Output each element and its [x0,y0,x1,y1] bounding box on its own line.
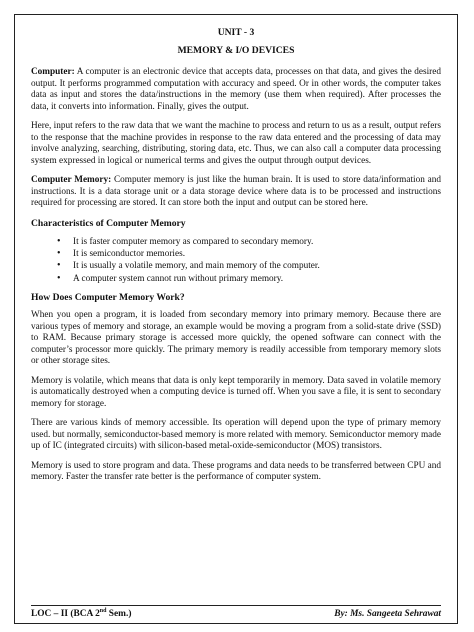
footer-course-prefix: LOC – II (BCA 2 [31,609,100,619]
computer-memory-text: Computer memory is just like the human brain. It is used to store data/information and instructions. It is a data storage unit or a data storage device where data is to be processed and instructions required for processing are stored. It can store both the input and output can be stored here. [31,175,441,208]
how-works-paragraph-3: There are various kinds of memory accessible. Its operation will depend upon the type of primary memory used. but normally, semiconductor-based memory is more related with memory. Semiconductor memory made up of IC (integrated circuits) with silicon-based metal-oxide-semiconductor (MOS) transistors. [31,418,441,452]
computer-lead: Computer: [31,67,75,77]
computer-definition [31,67,441,113]
footer-course [31,609,131,619]
computer-text: A computer is an electronic device that accepts data, processes on that data, and gives the desired output. It performs programmed computation with accuracy and speed. Or in other words, the computer takes data as input and stores the data/instructions in the memory (use them when required). After processes the data, it converts into information. Finally, gives the output. [31,67,441,112]
page-content [31,25,441,492]
list-item: • It is faster computer memory as compared to secondary memory. [73,236,441,248]
list-item: • It is semiconductor memories. [73,248,441,260]
unit-heading: UNIT - 3 [217,27,255,38]
input-output-paragraph: Here, input refers to the raw data that we want the machine to process and return to us as a result, output refers to the response that the machine provides in response to the raw data entered and the processing of data may involve analyzing, searching, distributing, storing data, etc. Thus, we can also call a computer data processing system expressed in logical or numerical terms and gives the output through output devices. [31,121,441,166]
characteristics-list [31,236,441,286]
document-page [14,14,458,624]
list-item: • A computer system cannot run without primary memory. [73,273,441,285]
characteristics-heading: Characteristics of Computer Memory [31,217,186,229]
how-works-paragraph-2: Memory is volatile, which means that data is only kept temporarily in memory. Data saved in volatile memory is automatically destroyed when a computing device is turned off. When you save a file, it is sent to secondary memory for storage. [31,375,441,409]
page-title: MEMORY & I/O DEVICES [177,45,295,56]
how-works-heading: How Does Computer Memory Work? [31,292,185,304]
how-works-paragraph-1: When you open a program, it is loaded from secondary memory into primary memory. Because there are various types of memory and storage, an example would be moving a program from a solid-state drive (SSD) to RAM. Because primary storage is accessed more quickly, the opened software can connect with the computer’s processor more quickly. The primary memory is readily accessible from temporary memory slots or other storage sites. [31,310,441,367]
computer-memory-definition [31,175,441,210]
footer-course-sup: nd [99,607,107,614]
footer-author: By: Ms. Sangeeta Sehrawat [334,609,441,619]
list-item: • It is usually a volatile memory, and main memory of the computer. [73,260,441,272]
footer-course-suffix: Sem.) [106,609,132,619]
how-works-paragraph-4: Memory is used to store program and data. These programs and data needs to be transferred between CPU and memory. Faster the transfer rate better is the performance of computer system. [31,460,441,483]
page-footer [31,605,441,619]
computer-memory-lead: Computer Memory: [31,175,112,185]
